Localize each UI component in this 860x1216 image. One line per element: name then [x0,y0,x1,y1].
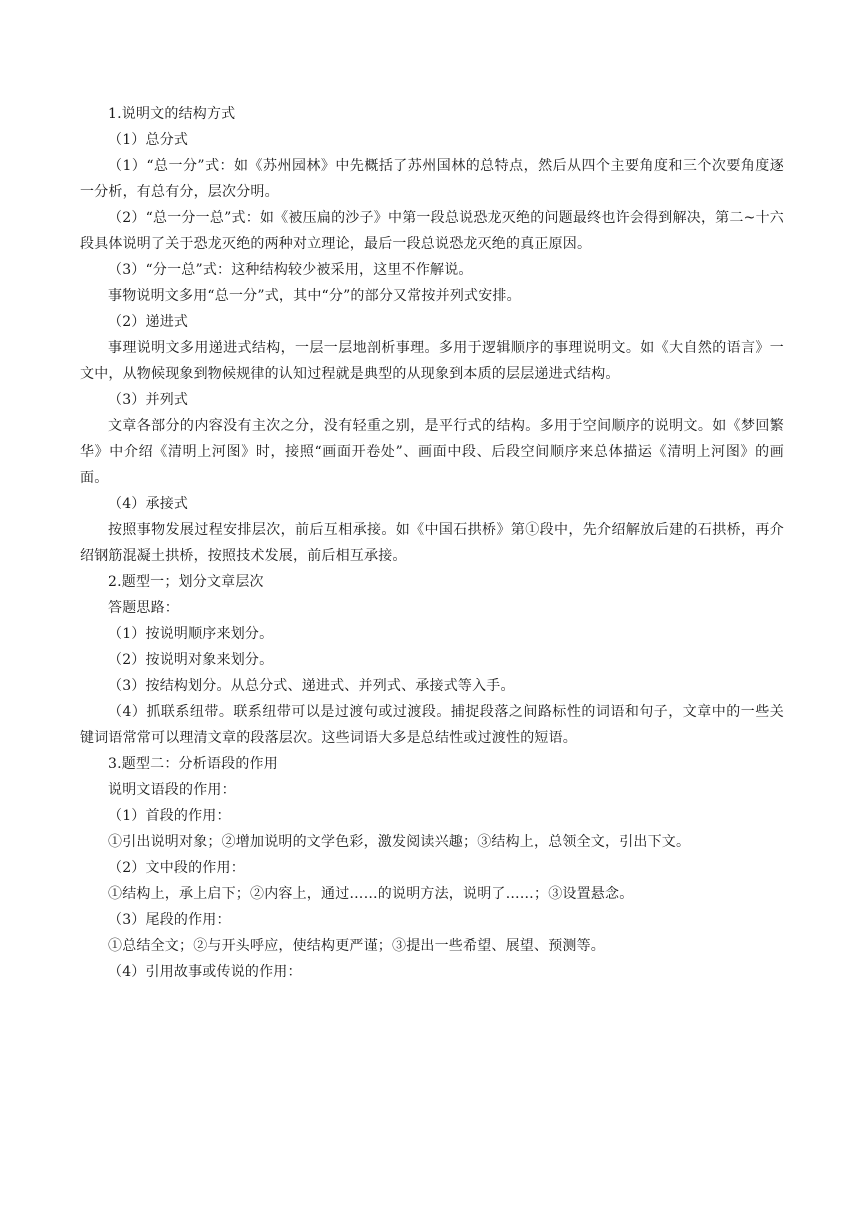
paragraph: 文章各部分的内容没有主次之分，没有轻重之别，是平行式的结构。多用于空间顺序的说明文。如《梦回繁华》中介绍《清明上河图》时，接照“画面开卷处”、画面中段、后段空间顺序来总体描运《清明上河图》的画面。 [80,418,784,486]
list-item: （4）抓联系纽带。联系纽带可以是过渡句或过渡段。捕捉段落之间路标性的词语和句子，文章中的一些关键词语常常可以理清文章的段落层次。这些词语大多是总结性或过渡性的短语。 [80,704,784,746]
paragraph: （1）“总一分”式：如《苏州园林》中先概括了苏州国林的总特点，然后从四个主要角度和三个次要角度逐一分析，有总有分，层次分明。 [80,158,784,200]
paragraph: 答题思路： [108,600,179,616]
list-item: （1）首段的作用： [108,808,231,824]
list-item: （2）文中段的作用： [108,860,245,876]
list-item: （1）按说明顺序来划分。 [108,626,274,642]
paragraph: 说明文语段的作用： [108,782,236,798]
paragraph: ①结构上，承上启下；②内容上，通过……的说明方法，说明了……；③设置悬念。 [108,886,634,902]
section-heading-question-type-two: 3.题型二：分析语段的作用 [108,756,278,772]
section-heading-structure: 1.说明文的结构方式 [108,106,236,122]
paragraph: （3）“分一总”式：这种结构较少被采用，这里不作解说。 [108,262,473,278]
paragraph: 事物说明文多用“总一分”式，其中“分”的部分又常按并列式安排。 [108,288,521,304]
list-item: （3）尾段的作用： [108,912,231,928]
document-body [80,101,784,985]
subheading-sequential: （4）承接式 [108,496,189,512]
list-item: （3）按结构划分。从总分式、递进式、并列式、承接式等入手。 [108,678,515,694]
subheading-parallel: （3）并列式 [108,392,189,408]
subheading-progressive: （2）递进式 [108,314,189,330]
paragraph: 事理说明文多用递进式结构，一层一层地剖析事理。多用于逻辑顺序的事理说明文。如《大自然的语言》一文中，从物候现象到物候规律的认知过程就是典型的从现象到本质的层层递进式结构。 [80,340,784,382]
list-item: （2）按说明对象来划分。 [108,652,274,668]
paragraph: （2）“总一分一总”式：如《被压扁的沙子》中第一段总说恐龙灭绝的问题最终也许会得到解决，第二~十六段具体说明了关于恐龙灭绝的两种对立理论，最后一段总说恐龙灭绝的真正原因。 [80,210,784,252]
paragraph: ①引出说明对象；②增加说明的文学色彩，激发阅读兴趣；③结构上，总领全文，引出下文。 [108,834,691,850]
list-item: （4）引用故事或传说的作用： [108,964,302,980]
paragraph: 按照事物发展过程安排层次，前后互相承接。如《中国石拱桥》第①段中，先介绍解放后建的石拱桥，再介绍钢筋混凝土拱桥，按照技术发展，前后相互承接。 [80,522,784,564]
paragraph: ①总结全文；②与开头呼应，使结构更严谨；③提出一些希望、展望、预测等。 [108,938,605,954]
subheading-general-division: （1）总分式 [108,132,189,148]
section-heading-question-type-one: 2.题型一；划分文章层次 [108,574,264,590]
